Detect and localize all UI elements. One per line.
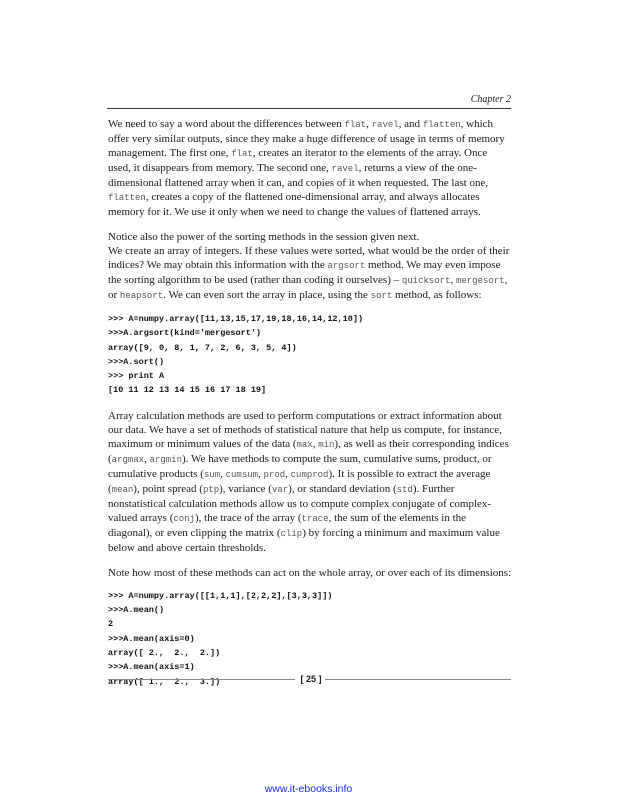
code-block-argsort bbox=[108, 312, 512, 398]
code-ravel: ravel bbox=[331, 164, 359, 174]
text-run: ). Further nonstatistical calculation methods allow us to compute complex conjugate of complex-valued arrays ( bbox=[108, 482, 492, 524]
code-trace: trace bbox=[301, 513, 329, 524]
text-run: ), as well as their corresponding indices ( bbox=[108, 437, 509, 465]
code-sum: sum bbox=[203, 469, 221, 480]
text-run: , creates a copy of the flattened one-dimensional array, and always allocates memory for it. We use it only when we need to change the values of flattened arrays. bbox=[108, 191, 481, 218]
code-flatten: flatten bbox=[108, 193, 146, 203]
text-run: ), point spread ( bbox=[133, 482, 203, 495]
code-line: >>> A=numpy.array([[1,1,1],[2,2,2],[3,3,3]]) bbox=[108, 590, 333, 601]
page-number: [ 25 ] bbox=[300, 674, 322, 684]
code-line: >>> print A bbox=[108, 371, 165, 382]
page-footer bbox=[108, 672, 511, 686]
code-cumsum: cumsum bbox=[225, 469, 259, 480]
paragraph-dimensions-note: Note how most of these methods can act on the whole array, or over each of its dimensions: bbox=[108, 566, 512, 579]
text-run: , creates an iterator to the elements of the array. Once used, it disappears from memory. The second one, bbox=[108, 147, 488, 174]
text-run: , which offer very similar outputs, since they make a huge difference of usage in terms of memory management. The first one, bbox=[108, 118, 505, 159]
text-run: , bbox=[285, 467, 291, 480]
paragraph-sorting-methods bbox=[108, 244, 512, 303]
text-run: ). We have methods to compute the sum, cumulative sums, product, or cumulative products ( bbox=[108, 452, 492, 480]
text-run: We need to say a word about the differences between bbox=[108, 118, 345, 130]
paragraph-notice-sorting: Notice also the power of the sorting methods in the session given next. bbox=[108, 231, 420, 243]
text-run: , or bbox=[108, 274, 508, 301]
code-argmax: argmax bbox=[111, 454, 145, 465]
text-run: . We can even sort the array in place, using the bbox=[163, 289, 371, 301]
code-heapsort: heapsort bbox=[119, 291, 164, 301]
code-flat: flat bbox=[231, 149, 253, 159]
code-var: var bbox=[271, 484, 289, 495]
code-ptp: ptp bbox=[202, 484, 220, 495]
code-line: 2 bbox=[108, 619, 114, 630]
text-run: , bbox=[366, 118, 372, 130]
chapter-header: Chapter 2 bbox=[470, 94, 511, 105]
text-run: ). It is possible to extract the average ( bbox=[108, 467, 491, 495]
code-sort: sort bbox=[370, 291, 393, 301]
text-run: , bbox=[450, 274, 456, 286]
text-run: ), the trace of the array ( bbox=[194, 511, 302, 524]
code-line: >>>A.mean(axis=1) bbox=[108, 662, 195, 673]
text-run: , bbox=[144, 452, 150, 465]
code-flat: flat bbox=[344, 120, 367, 130]
code-line: >>>A.mean(axis=0) bbox=[108, 633, 195, 644]
code-line: array([ 2., 2., 2.]) bbox=[108, 647, 221, 658]
text-run: We create an array of integers. If these values were sorted, what would be the order of their indices? We may obtain this information with the bbox=[108, 245, 510, 271]
code-min: min bbox=[318, 439, 335, 450]
source-link[interactable]: www.it-ebooks.info bbox=[264, 783, 353, 795]
footer-divider-right bbox=[325, 679, 511, 680]
code-argsort: argsort bbox=[327, 261, 366, 271]
code-mean: mean bbox=[111, 484, 134, 495]
code-prod: prod bbox=[263, 469, 286, 480]
text-run: method, as follows: bbox=[392, 289, 482, 301]
code-quicksort: quicksort bbox=[401, 276, 451, 286]
paragraph-flatten-differences bbox=[108, 117, 512, 219]
text-run: , and bbox=[398, 118, 423, 130]
footer-divider-left bbox=[108, 679, 295, 680]
code-line: >>>A.argsort(kind='mergesort') bbox=[108, 328, 262, 339]
text-run: ), variance ( bbox=[219, 482, 272, 495]
text-run: , returns a view of the one-dimensional flattened array when it can, and copies of it when requested. The last one, bbox=[108, 162, 489, 189]
text-run: Array calculation methods are used to perform computations or extract information about our data. We have a set of methods of statistical nature that help us compute, for instance, maximum or minimum values of the data ( bbox=[108, 409, 502, 450]
text-run: , bbox=[312, 437, 319, 450]
text-run: , bbox=[220, 467, 226, 480]
code-line: >>>A.mean() bbox=[108, 605, 165, 616]
text-run: ) by forcing a minimum and maximum value below and above certain thresholds. bbox=[108, 526, 500, 554]
paragraph-calculation-methods bbox=[108, 409, 512, 555]
code-line: >>> A=numpy.array([11,13,15,17,19,18,16,14,12,10]) bbox=[108, 314, 364, 324]
code-flatten: flatten bbox=[422, 120, 461, 130]
code-max: max bbox=[296, 439, 313, 450]
code-conj: conj bbox=[173, 513, 195, 524]
header-divider bbox=[107, 108, 511, 109]
code-cumprod: cumprod bbox=[290, 469, 329, 480]
text-run: ), or standard deviation ( bbox=[288, 482, 397, 495]
text-run: method. We may even impose the sorting algorithm to be used (rather than coding it ourselves) – bbox=[108, 259, 501, 286]
code-line: [10 11 12 13 14 15 16 17 18 19] bbox=[108, 385, 267, 396]
code-ravel: ravel bbox=[371, 120, 399, 130]
code-std: std bbox=[396, 484, 413, 495]
code-argmin: argmin bbox=[149, 454, 182, 465]
code-mergesort: mergesort bbox=[455, 276, 505, 286]
code-clip: clip bbox=[280, 528, 303, 539]
code-line: >>>A.sort() bbox=[108, 356, 165, 367]
text-run: , bbox=[258, 467, 264, 480]
code-line: array([ 1., 2., 3.]) bbox=[108, 676, 221, 687]
main-content bbox=[108, 117, 512, 689]
code-line: array([9, 0, 8, 1, 7, 2, 6, 3, 5, 4]) bbox=[108, 342, 297, 353]
text-run: , the sum of the elements in the diagonal), or even clipping the matrix ( bbox=[108, 511, 467, 539]
